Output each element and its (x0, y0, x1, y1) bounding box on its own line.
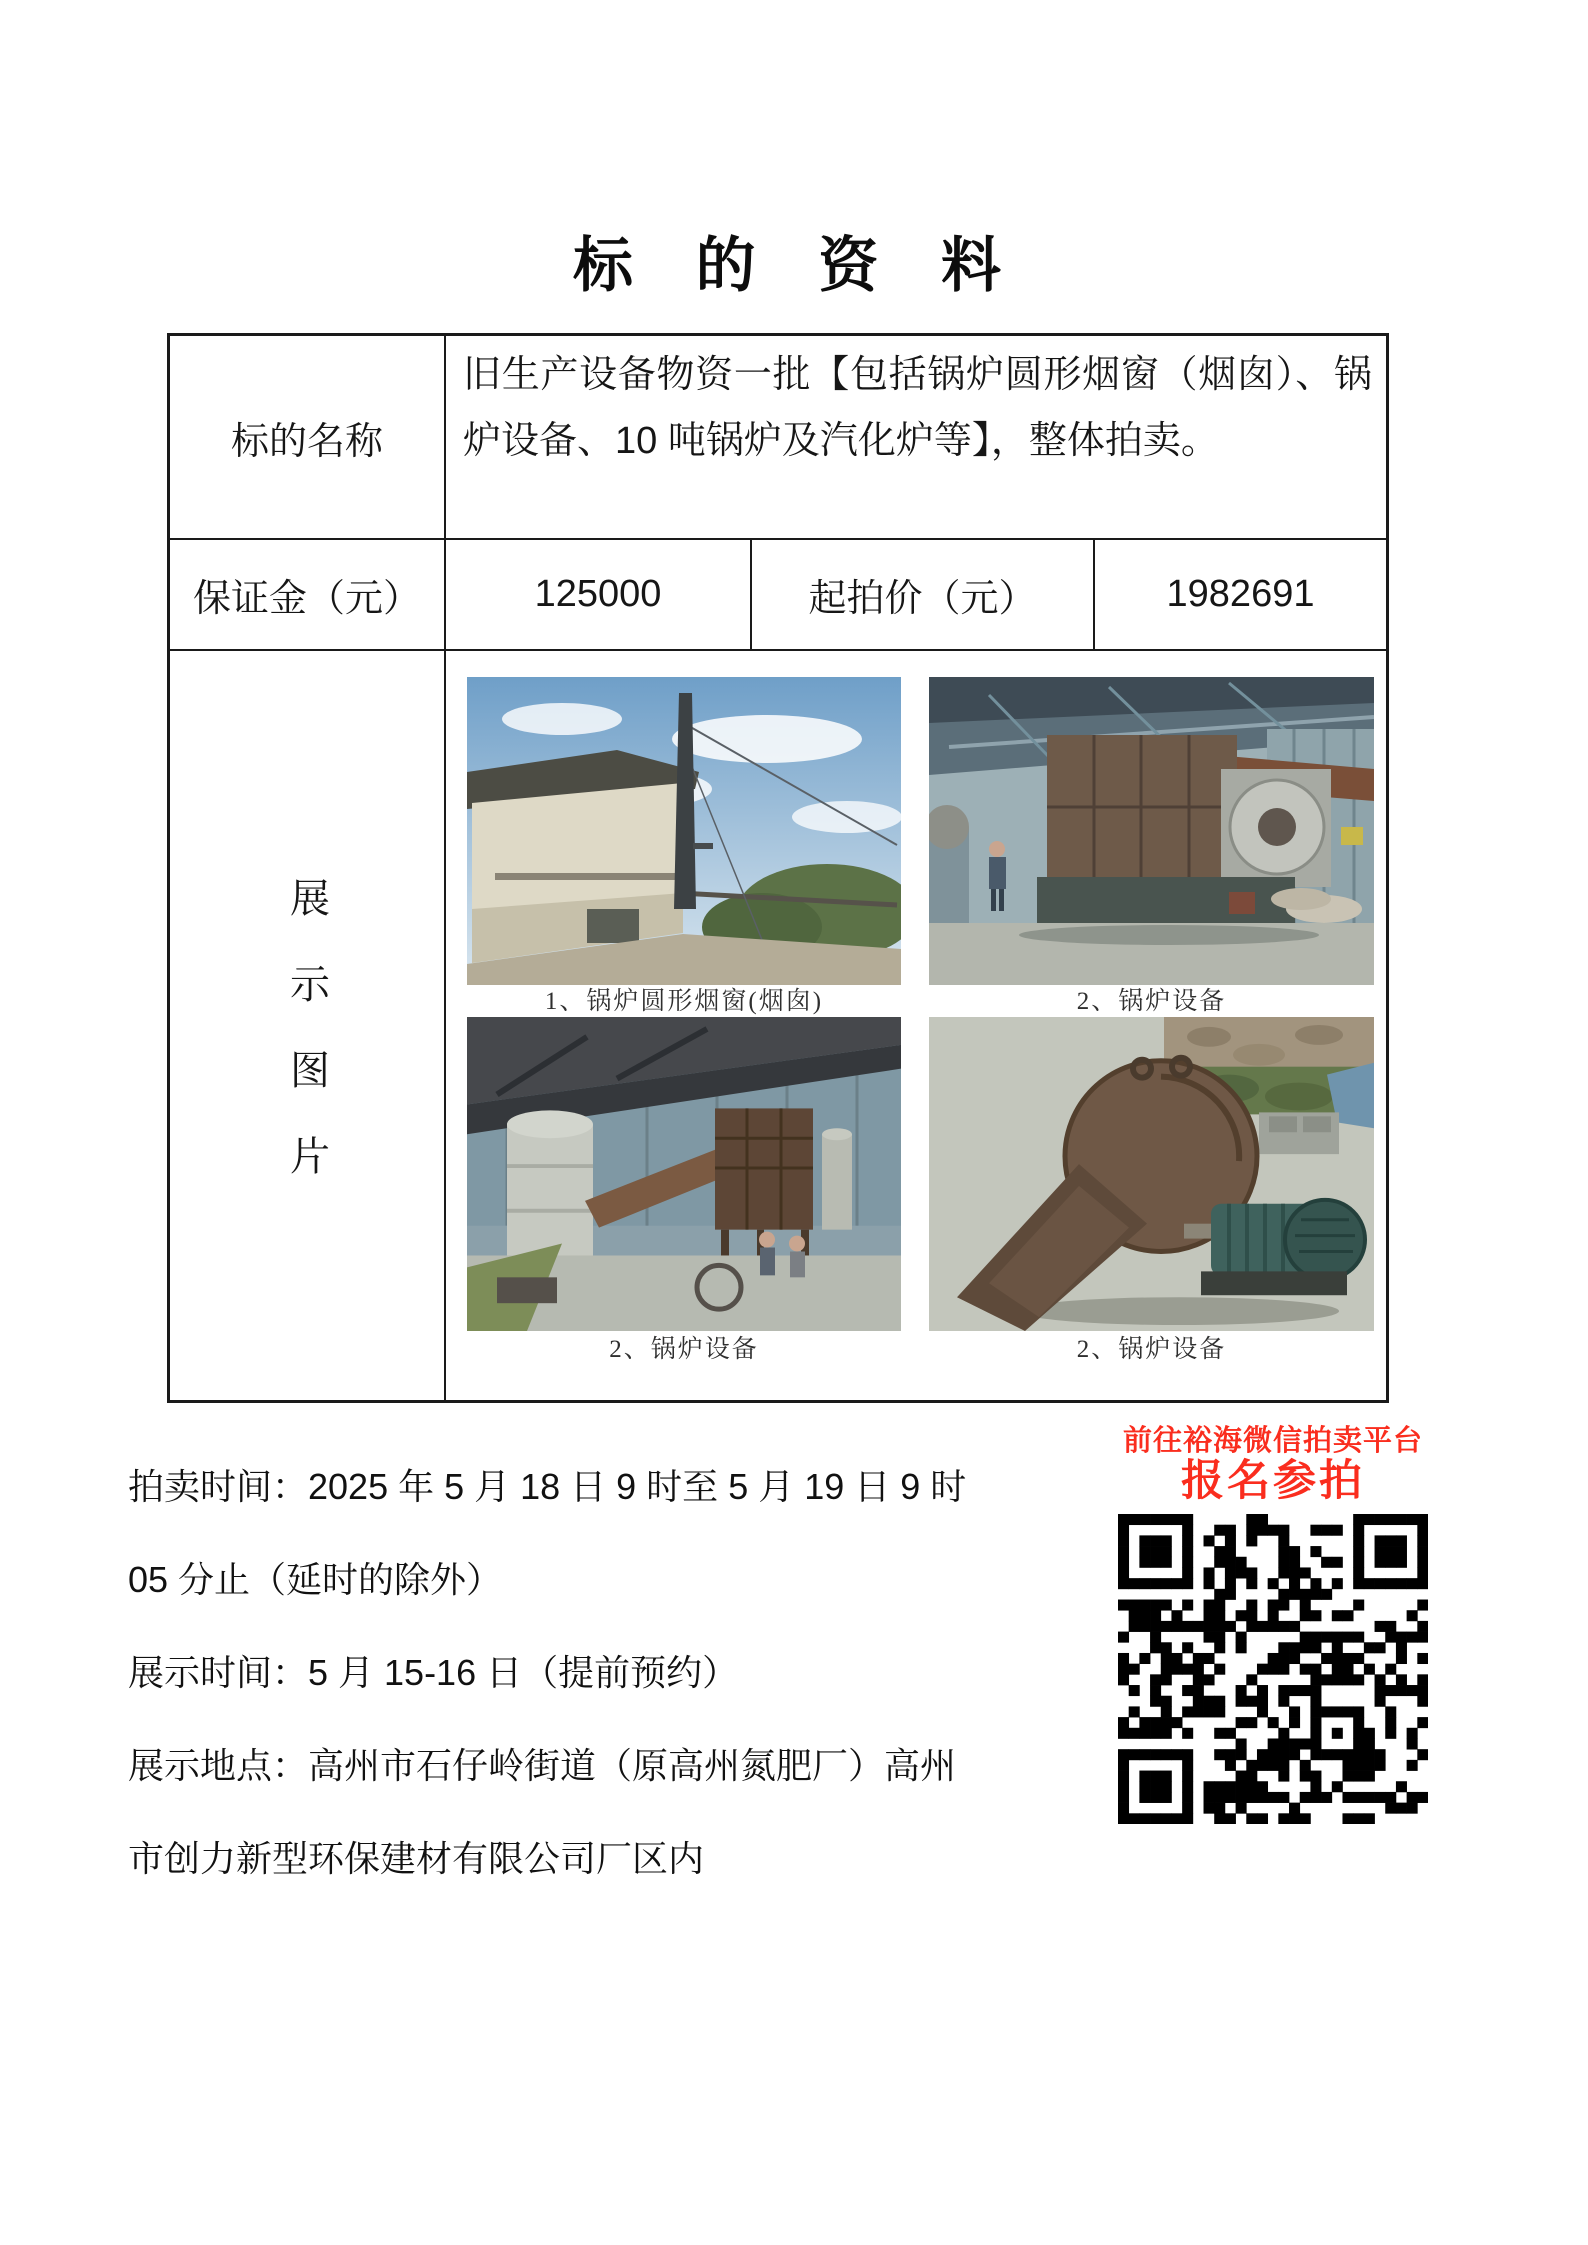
deposit-value-cell (446, 540, 752, 651)
photo-grid (467, 677, 1370, 1365)
photo-caption-chimney: 1、锅炉圆形烟窗(烟囱) (544, 988, 824, 1015)
photo-fan (929, 1017, 1374, 1331)
auction-time-line-2: 05 分止（延时的除外） (128, 1559, 503, 1600)
start-price-label: 起拍价（元） (808, 578, 1037, 620)
photo-boiler-1 (929, 677, 1374, 985)
lot-name-value-cell (446, 336, 1386, 540)
photos-cell (446, 651, 1386, 1400)
photo-figure-fan (929, 1017, 1374, 1365)
display-location-line-1: 展示地点：高州市石仔岭街道（原高州氮肥厂）高州 (128, 1745, 957, 1786)
lot-name-label-cell (170, 336, 446, 540)
display-location-line-2: 市创力新型环保建材有限公司厂区内 (128, 1838, 705, 1879)
display-time-line: 展示时间：5 月 15-16 日（提前预约） (128, 1652, 739, 1693)
photo-figure-chimney (467, 677, 901, 1017)
photo-figure-boiler-2 (467, 1017, 901, 1365)
deposit-value: 125000 (534, 573, 662, 615)
auction-time-line-1: 拍卖时间：2025 年 5 月 18 日 9 时至 5 月 19 日 9 时 (128, 1466, 967, 1507)
qr-caption-signup: 报名参拍 (1181, 1457, 1365, 1505)
photo-caption-boiler-2: 2、锅炉设备 (609, 1336, 759, 1363)
lot-name-value: 旧生产设备物资一批【包括锅炉圆形烟窗（烟囱）、锅炉设备、10 吨锅炉及汽化炉等】，整体拍卖。 (463, 354, 1372, 462)
start-price-label-cell (752, 540, 1095, 651)
photos-label-cell (170, 651, 446, 1400)
qr-code (1118, 1514, 1428, 1824)
photo-chimney (467, 677, 901, 985)
start-price-value: 1982691 (1166, 573, 1315, 615)
lot-name-label: 标的名称 (230, 420, 383, 463)
photos-label: 展示图片 (284, 876, 329, 1221)
photo-caption-fan: 2、锅炉设备 (1076, 1336, 1227, 1363)
start-price-value-cell (1095, 540, 1386, 651)
deposit-label: 保证金（元） (192, 578, 421, 620)
page-title: 标 的 资 料 (572, 232, 1015, 299)
qr-signup-block (1108, 1424, 1438, 1824)
photo-caption-boiler-1: 2、锅炉设备 (1076, 988, 1227, 1015)
photo-boiler-2 (467, 1017, 901, 1331)
photo-figure-boiler-1 (929, 677, 1374, 1017)
auction-details (128, 1465, 1118, 1930)
qr-caption-platform: 前往裕海微信拍卖平台 (1122, 1425, 1423, 1457)
deposit-label-cell (170, 540, 446, 651)
lot-info-table (167, 333, 1389, 1403)
